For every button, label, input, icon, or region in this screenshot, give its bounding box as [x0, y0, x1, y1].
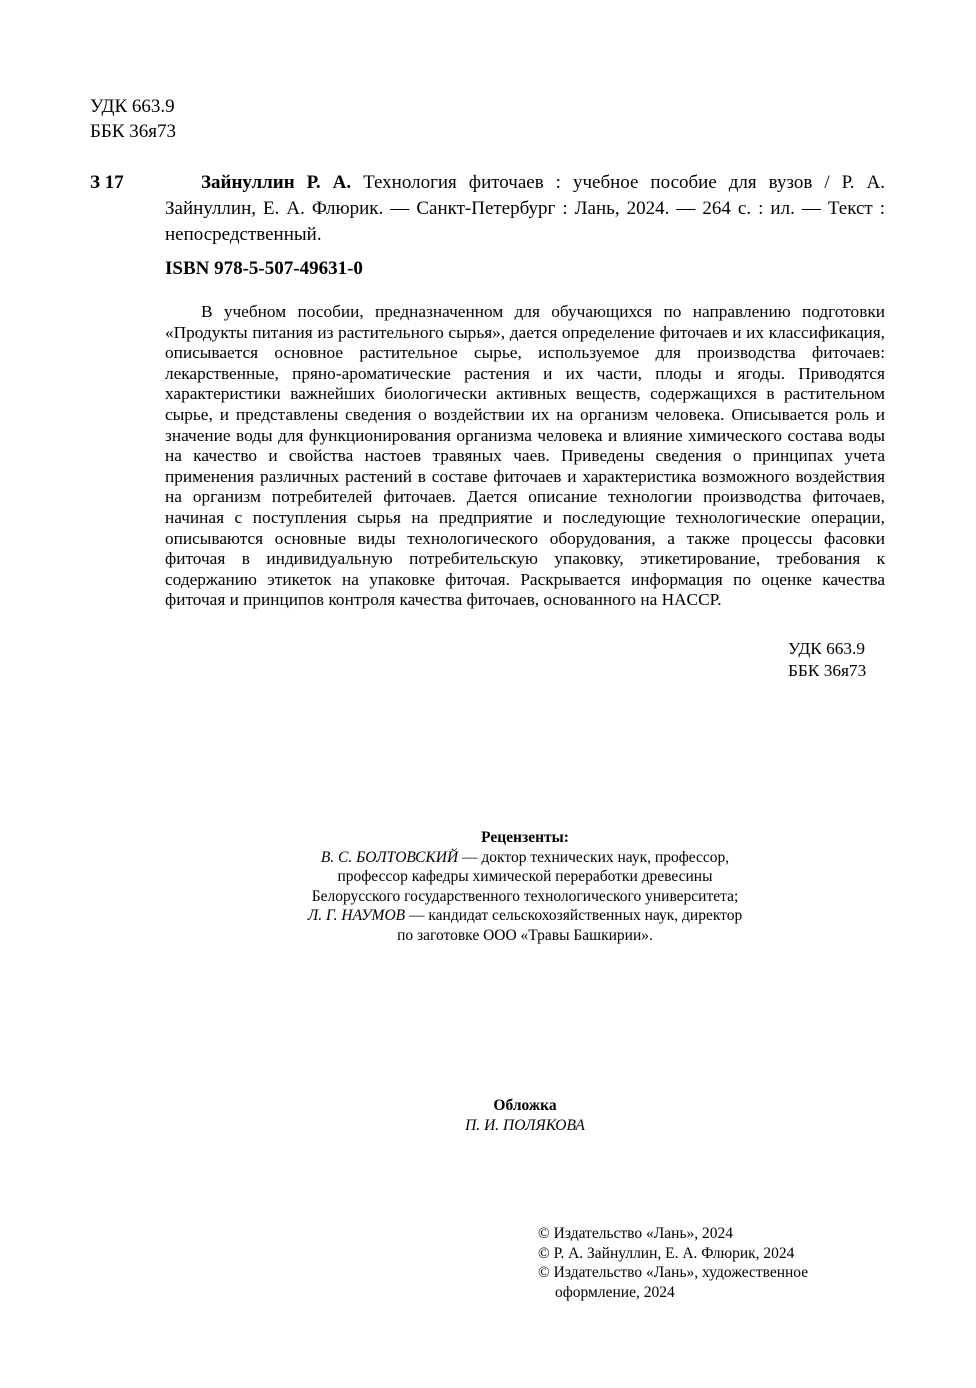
reviewer-1-title: — доктор технических наук, профессор,	[458, 848, 730, 866]
reviewer-1-affiliation: Белорусского государственного технологического университета;	[311, 887, 739, 905]
reviewer-2	[200, 906, 850, 926]
annotation-paragraph: В учебном пособии, предназначенном для обучающихся по направлению подготовки «Продукты питания из растительного сырья», дается определение фиточаев и их классификация, описывается основное растительное сырье, используемое для производства фиточаев: лекарственные, пряно-ароматические растения и их части, плоды и ягоды. Приводятся характеристики важнейших биологически активных веществ, содержащихся в растительном сырье, и представлены сведения о воздействии их на организм человека. Описывается роль и значение воды для функционирования организма человека и влияние химического состава воды на качество и свойства настоев травяных чаев. Приведены сведения о принципах учета применения различных растений в составе фиточаев и характеристика возможного воздействия на организм потребителей фиточаев. Дается описание технологии производства фиточаев, начиная с поступления сырья на предприятие и последующие технологические операции, описываются основные виды технологического оборудования, а также процессы фасовки фиточая в индивидуальную потребительскую упаковку, этикетирование, требования к содержанию этикеток на упаковке фиточая. Раскрывается информация по оценке качества фиточая и принципов контроля качества фиточаев, основанного на HACCP.	[165, 302, 885, 610]
udk-block-top	[90, 94, 176, 144]
cover-credit	[300, 1096, 750, 1135]
cover-designer: П. И. ПОЛЯКОВА	[465, 1116, 585, 1134]
bbk-code: ББК 36я73	[90, 121, 176, 142]
reviewer-2-title: — кандидат сельскохозяйственных наук, директор	[405, 907, 743, 924]
reviewers-heading: Рецензенты:	[481, 829, 569, 846]
reviewer-2-name: Л. Г. НАУМОВ	[307, 907, 406, 924]
reviewers-block	[200, 828, 850, 945]
bbk-code: ББК 36я73	[788, 661, 867, 680]
catalog-code: З 17	[90, 172, 124, 193]
udk-code: УДК 663.9	[90, 96, 175, 117]
citation-author: Зайнуллин Р. А.	[201, 172, 352, 193]
copyright-line: © Издательство «Лань», художественное оформление, 2024	[538, 1264, 809, 1301]
copyright-line: © Р. А. Зайнуллин, Е. А. Флюрик, 2024	[538, 1244, 795, 1262]
copyright-line: © Издательство «Лань», 2024	[538, 1225, 734, 1242]
reviewer-1-position: профессор кафедры химической переработки древесины	[337, 868, 713, 885]
udk-code: УДК 663.9	[788, 639, 866, 658]
citation-text: Технология фиточаев : учебное пособие для вузов / Р. А. Зайнуллин, Е. А. Флюрик. — Санкт-Петербург : Лань, 2024. — 264 с. : ил. — Текст : непосредственный.	[165, 172, 885, 245]
reviewer-1-name: В. С. БОЛТОВСКИЙ	[320, 848, 459, 866]
reviewer-2-position: по заготовке ООО «Травы Башкирии».	[397, 926, 653, 944]
isbn: ISBN 978-5-507-49631-0	[165, 258, 363, 279]
bibliographic-citation	[165, 170, 885, 248]
cover-heading: Обложка	[493, 1097, 557, 1114]
copyright-block	[538, 1224, 868, 1302]
udk-block-bottom	[788, 638, 866, 682]
reviewer-1	[200, 848, 850, 868]
